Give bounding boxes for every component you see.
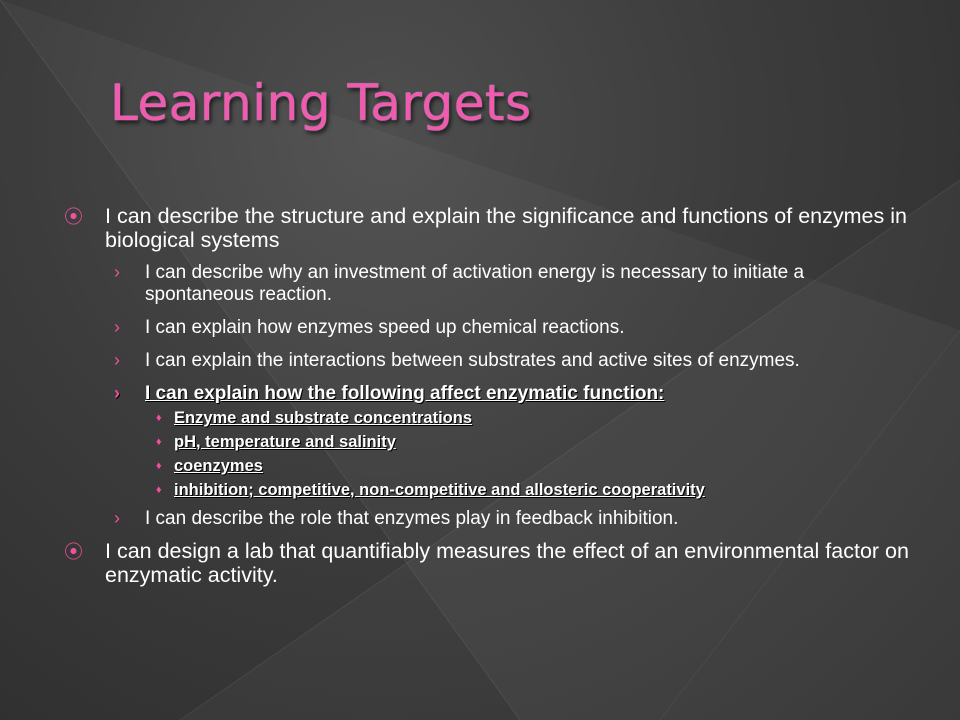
bullet-item [64,539,914,587]
sub-sub-bullet-text: pH, temperature and salinity [174,433,396,451]
sub-bullet-item [64,350,914,372]
sub-bullet-text: I can explain the interactions between substrates and active sites of enzymes. [145,350,800,371]
chevron-right-icon: › [114,317,120,337]
sub-sub-bullet-text: Enzyme and substrate concentrations [174,409,472,427]
sub-bullet-item [64,508,914,530]
sub-bullet-text: I can describe the role that enzymes play in feedback inhibition. [145,508,679,529]
chevron-right-icon: › [114,350,120,370]
sub-bullet-item [64,262,914,306]
small-diamond-icon: ♦ [156,436,162,448]
sub-bullet-item [64,317,914,339]
bullet-list [64,204,914,587]
circled-dot-icon: ⦿ [64,542,84,563]
sub-sub-bullet-item [64,432,914,453]
sub-sub-bullet-item [64,456,914,477]
chevron-right-icon: › [114,262,120,282]
sub-sub-bullet-text: inhibition; competitive, non-competitive and allosteric cooperativity [174,481,705,499]
sub-sub-bullet-item [64,480,914,501]
sub-bullet-item [64,383,914,405]
sub-bullet-text: I can explain how enzymes speed up chemical reactions. [145,317,625,338]
bullet-text: I can design a lab that quantifiably measures the effect of an environmental factor on enzymatic activity. [105,539,909,587]
circled-dot-icon: ⦿ [64,207,84,228]
small-diamond-icon: ♦ [156,484,162,496]
slide-title: Learning Targets [110,74,532,132]
small-diamond-icon: ♦ [156,412,162,424]
sub-bullet-text: I can describe why an investment of activation energy is necessary to initiate a spontaneous reaction. [145,262,805,305]
chevron-right-icon: › [114,508,120,528]
sub-sub-bullet-item [64,408,914,429]
bullet-text: I can describe the structure and explain the significance and functions of enzymes in biological systems [105,204,907,252]
sub-sub-bullet-text: coenzymes [174,457,263,475]
bullet-item [64,204,914,252]
small-diamond-icon: ♦ [156,460,162,472]
sub-bullet-text: I can explain how the following affect enzymatic function: [145,383,665,404]
chevron-right-icon: › [114,383,120,403]
